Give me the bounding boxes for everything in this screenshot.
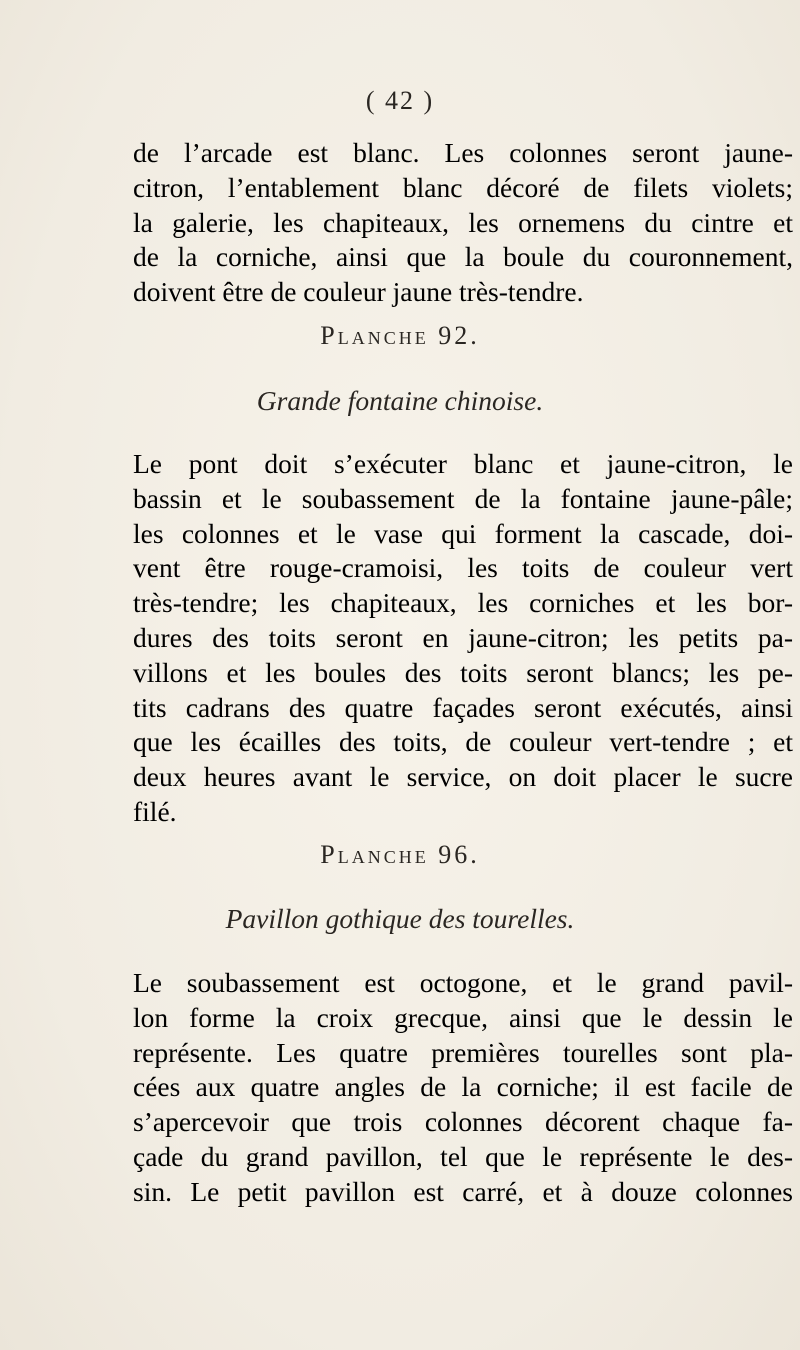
text-line: Le pont doit s’exécuter blanc et jaune-citron, le: [133, 448, 793, 479]
text-line: la galerie, les chapiteaux, les ornemens du cintre et: [133, 206, 793, 238]
text-line: vent être rouge-cramoisi, les toits de couleur vert: [133, 552, 793, 584]
text-line: représente. Les quatre premières tourelles sont pla-: [133, 1036, 793, 1068]
text-line: de l’arcade est blanc. Les colonnes seront jaune-: [133, 137, 793, 168]
text-line: dures des toits seront en jaune-citron; les petits pa-: [133, 621, 793, 653]
text-line: villons et les boules des toits seront blancs; les pe-: [133, 656, 793, 688]
text-line: très-tendre; les chapiteaux, les corniches et les bor-: [133, 587, 793, 619]
text-line: de la corniche, ainsi que la boule du couronnement,: [133, 241, 793, 273]
text-line: cées aux quatre angles de la corniche; il est facile de: [133, 1071, 793, 1103]
paragraph-fontaine: [133, 447, 793, 830]
text-line: lon forme la croix grecque, ainsi que le dessin le: [133, 1001, 793, 1033]
text-line: que les écailles des toits, de couleur vert-tendre ; et: [133, 726, 793, 758]
text-line: sin. Le petit pavillon est carré, et à douze colonnes: [133, 1175, 793, 1207]
text-line: s’apercevoir que trois colonnes décorent chaque fa-: [133, 1106, 793, 1138]
plate-heading-96: Planche 96.: [320, 840, 480, 869]
plate-heading-92: Planche 92.: [320, 321, 480, 350]
text-line: les colonnes et le vase qui forment la cascade, doi-: [133, 517, 793, 549]
text-line: deux heures avant le service, on doit placer le sucre: [133, 761, 793, 793]
paragraph-arcade: [133, 136, 793, 310]
text-line: tits cadrans des quatre façades seront exécutés, ainsi: [133, 691, 793, 723]
text-line: doivent être de couleur jaune très-tendre.: [133, 276, 584, 308]
plate-title-96: Pavillon gothique des tourelles.: [225, 903, 575, 934]
page-number: ( 42 ): [365, 86, 435, 115]
text-line: bassin et le soubassement de la fontaine jaune-pâle;: [133, 482, 793, 514]
plate-title-92: Grande fontaine chinoise.: [256, 385, 544, 416]
text-line: citron, l’entablement blanc décoré de filets violets;: [133, 171, 793, 203]
text-line: çade du grand pavillon, tel que le représente le des-: [133, 1140, 793, 1172]
paragraph-pavillon: [133, 966, 793, 1210]
text-line: Le soubassement est octogone, et le grand pavil-: [133, 967, 793, 998]
text-line: filé.: [133, 795, 177, 827]
